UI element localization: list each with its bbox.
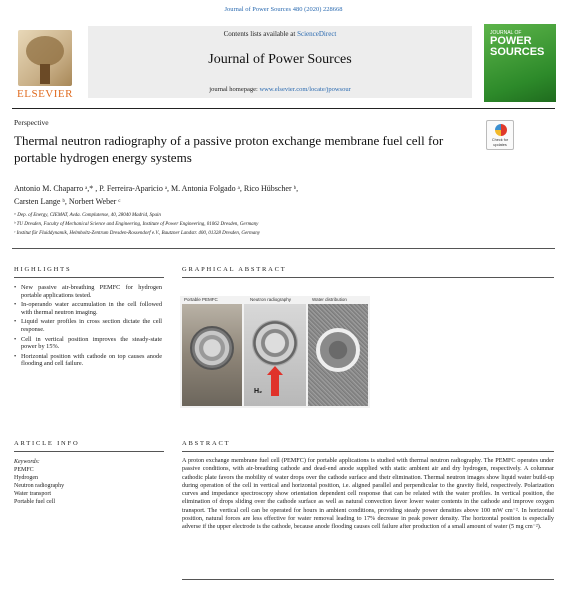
keyword[interactable]: Portable fuel cell bbox=[14, 499, 55, 505]
authors-line-1[interactable]: Antonio M. Chaparro ᵃ,* , P. Ferreira-Aparicio ᵃ, M. Antonia Folgado ᵃ, Rico Hübscher ᵇ, bbox=[14, 184, 299, 193]
author-list bbox=[14, 182, 514, 208]
article-title: Thermal neutron radiography of a passive proton exchange membrane fuel cell for portable hydrogen energy systems bbox=[14, 133, 444, 165]
highlight-item: • Cell in vertical position improves the steady-state power by 15%. bbox=[14, 336, 162, 351]
graphical-abstract-heading: GRAPHICAL ABSTRACT bbox=[182, 266, 287, 273]
graphical-abstract-rule bbox=[182, 277, 554, 278]
h2-label: H₂ bbox=[254, 388, 263, 395]
neutron-radiography-image bbox=[244, 304, 306, 406]
affiliation-b: ᵇ TU Dresden, Faculty of Mechanical Science and Engineering, Institute of Power Engineering, 01062 Dresden, Germany bbox=[14, 222, 259, 227]
homepage-prefix: journal homepage: bbox=[209, 86, 260, 93]
ga-label-portable-pemfc: Portable PEMFC bbox=[184, 297, 218, 302]
elsevier-wordmark: ELSEVIER bbox=[17, 88, 73, 100]
keyword[interactable]: Hydrogen bbox=[14, 475, 38, 481]
graphical-abstract-figure[interactable] bbox=[180, 296, 370, 408]
highlight-item: • In-operando water accumulation in the cell followed with thermal neutron imaging. bbox=[14, 301, 162, 316]
highlights-heading: HIGHLIGHTS bbox=[14, 266, 72, 273]
highlights-rule bbox=[14, 277, 164, 278]
sciencedirect-link[interactable]: ScienceDirect bbox=[297, 30, 337, 38]
journal-header bbox=[12, 20, 557, 104]
authors-line-2[interactable]: Carsten Lange ᵇ, Norbert Weber ᶜ bbox=[14, 197, 121, 206]
abstract-rule bbox=[182, 451, 554, 452]
highlight-item: • Horizontal position with cathode on top causes anode flooding and cell failure. bbox=[14, 353, 162, 368]
cover-title-small: JOURNAL OF bbox=[490, 30, 522, 36]
journal-name[interactable]: Journal of Power Sources bbox=[208, 52, 352, 67]
abstract-heading: ABSTRACT bbox=[182, 440, 231, 447]
red-arrow-icon bbox=[271, 374, 279, 396]
keywords-label: Keywords: bbox=[14, 459, 40, 465]
keywords-block bbox=[14, 458, 64, 506]
keyword[interactable]: Water transport bbox=[14, 491, 52, 497]
ga-label-water-distribution: Water distribution bbox=[312, 297, 347, 302]
abstract-bottom-rule bbox=[182, 579, 554, 580]
affiliation-a: ᵃ Dep. of Energy, CIEMAT, Avda. Complutense, 40, 28040 Madrid, Spain bbox=[14, 213, 161, 218]
article-info-heading: ARTICLE INFO bbox=[14, 440, 80, 447]
contents-prefix: Contents lists available at bbox=[223, 30, 298, 38]
abstract-text: A proton exchange membrane fuel cell (PEMFC) for portable applications is studied with thermal neutron radiography. The PEMFC operates under passive conditions, with air-breathing cathode and dead-end anode supplied with static ambient air and dry hydrogen, respectively. A columnar cathodic plate favors the mobility of water drops over the cathode surface and their elimination. Thermal neutron images show liquid water build-up during operation of the cell in vertical and horizontal position, i.e. aligned parallel and perpendicular to the gravity field, respectively. Polarization curves and impedance spectroscopy show orientation dependent cell response that can be related with the water profiles. In vertical position, the elimination of drops sliding over the cathode surface as well as natural convection favor lower water contents in the cathode and improve oxygen transport. The vertical cell can be operated for hours in ambient conditions, providing steady power densities above 100 mW cm⁻². In horizontal position, natural forces are less effective for water removal leading to 17% decrease in peak power density. The horizontal position is especially adverse if the upper electrode is the cathode, because anode flooding causes cell failure after production of a small amount of water (5 mg cm⁻²). bbox=[182, 457, 554, 530]
homepage-line bbox=[88, 86, 472, 93]
pemfc-photo bbox=[182, 304, 242, 406]
crossmark-label: Check for updates bbox=[491, 138, 509, 147]
header-divider bbox=[12, 108, 555, 109]
ga-label-neutron-radiography: Neutron radiography bbox=[250, 297, 292, 302]
journal-citation[interactable]: Journal of Power Sources 480 (2020) 228668 bbox=[224, 6, 343, 13]
contents-line bbox=[88, 30, 472, 38]
cover-title bbox=[490, 30, 556, 58]
highlight-item: • Liquid water profiles in cross section dictate the cell response. bbox=[14, 318, 162, 333]
check-for-updates-button[interactable] bbox=[486, 120, 514, 150]
water-distribution-image bbox=[308, 304, 368, 406]
cover-title-main: POWER SOURCES bbox=[490, 35, 545, 58]
journal-cover-thumbnail[interactable] bbox=[484, 24, 556, 102]
water-distribution-ring bbox=[316, 328, 360, 372]
article-type: Perspective bbox=[14, 118, 49, 127]
elsevier-tree-icon bbox=[18, 30, 72, 86]
keyword[interactable]: PEMFC bbox=[14, 467, 34, 473]
fuel-cell-disk bbox=[190, 326, 234, 370]
crossmark-icon bbox=[495, 124, 507, 136]
article-info-rule bbox=[14, 451, 164, 452]
affiliations-divider bbox=[12, 248, 555, 249]
homepage-link[interactable]: www.elsevier.com/locate/jpowsour bbox=[259, 86, 351, 93]
elsevier-logo[interactable] bbox=[12, 30, 78, 102]
journal-banner bbox=[88, 26, 472, 98]
keyword[interactable]: Neutron radiography bbox=[14, 483, 65, 489]
highlights-list bbox=[14, 284, 162, 370]
highlight-item: • New passive air-breathing PEMFC for hydrogen portable applications tested. bbox=[14, 284, 162, 299]
affiliation-c: ᶜ Institut für Fluiddynamik, Helmholtz-Zentrum Dresden-Rossendorf e.V., Bautzner Landstr. 400, 01328 Dresden, Germany bbox=[14, 231, 260, 236]
radiography-ring bbox=[252, 320, 298, 366]
